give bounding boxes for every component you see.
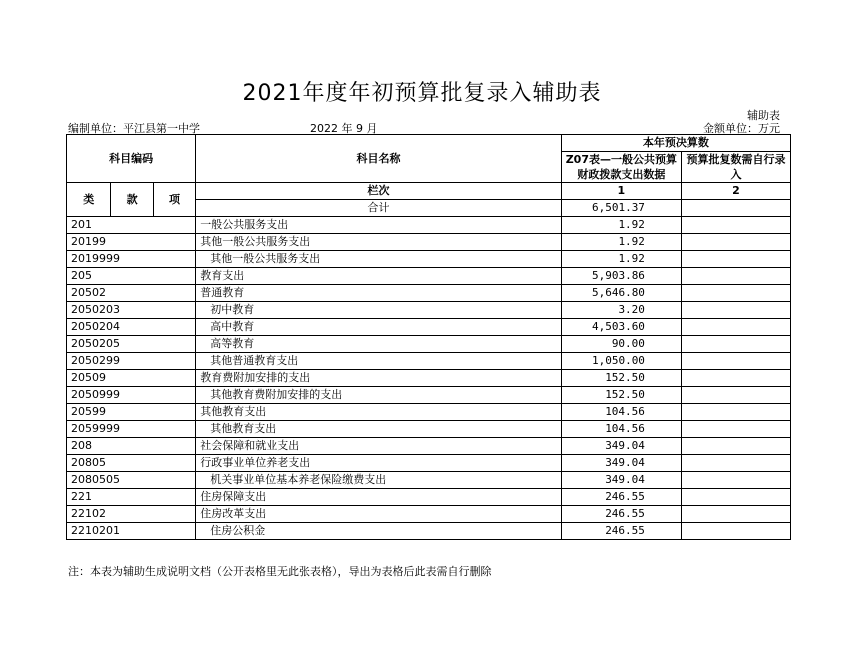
- total-label: 合计: [196, 200, 562, 217]
- table-row: [67, 455, 791, 472]
- header-xiang: 项: [153, 183, 195, 217]
- row-name: 初中教育: [196, 302, 562, 319]
- row-code: 2210201: [67, 523, 196, 540]
- table-row: [67, 506, 791, 523]
- row-code: 2050203: [67, 302, 196, 319]
- row-code: 20502: [67, 285, 196, 302]
- row-name: 其他教育费附加安排的支出: [196, 387, 562, 404]
- page-title: 2021年度年初预算批复录入辅助表: [242, 81, 602, 106]
- row-value: 1,050.00: [561, 353, 681, 370]
- row-value: 1.92: [561, 217, 681, 234]
- table-row: [67, 234, 791, 251]
- table-row: [67, 268, 791, 285]
- row-entry-cell[interactable]: [681, 455, 790, 472]
- table-row: [67, 302, 791, 319]
- table-row: [67, 217, 791, 234]
- header-col2: 预算批复数需自行录入: [681, 152, 790, 183]
- row-entry-cell[interactable]: [681, 472, 790, 489]
- row-value: 104.56: [561, 421, 681, 438]
- total-entry-cell: [681, 200, 790, 217]
- table-row: [67, 353, 791, 370]
- row-code: 2050299: [67, 353, 196, 370]
- header-code: 科目编码: [67, 135, 196, 183]
- row-value: 246.55: [561, 523, 681, 540]
- row-value: 90.00: [561, 336, 681, 353]
- header-lanci: 栏次: [196, 183, 562, 200]
- header-lei: 类: [67, 183, 111, 217]
- row-value: 246.55: [561, 506, 681, 523]
- row-name: 住房公积金: [196, 523, 562, 540]
- row-value: 4,503.60: [561, 319, 681, 336]
- row-code: 221: [67, 489, 196, 506]
- row-value: 349.04: [561, 472, 681, 489]
- row-code: 2019999: [67, 251, 196, 268]
- report-date: 2022 年 9 月: [310, 122, 378, 135]
- table-row: [67, 438, 791, 455]
- row-name: 社会保障和就业支出: [196, 438, 562, 455]
- row-entry-cell[interactable]: [681, 438, 790, 455]
- footnote: 注：本表为辅助生成说明文档（公开表格里无此张表格），导出为表格后此表需自行删除: [68, 565, 492, 578]
- row-name: 其他教育支出: [196, 404, 562, 421]
- header-name: 科目名称: [196, 135, 562, 183]
- currency-unit: 金额单位：万元: [703, 122, 780, 135]
- table-row: [67, 387, 791, 404]
- header-budget-group: 本年预决算数: [561, 135, 790, 152]
- row-value: 3.20: [561, 302, 681, 319]
- row-name: 其他普通教育支出: [196, 353, 562, 370]
- row-name: 其他教育支出: [196, 421, 562, 438]
- header-col-number-2: 2: [681, 183, 790, 200]
- row-value: 5,903.86: [561, 268, 681, 285]
- total-value: 6,501.37: [561, 200, 681, 217]
- row-code: 2050205: [67, 336, 196, 353]
- row-code: 20509: [67, 370, 196, 387]
- row-name: 住房改革支出: [196, 506, 562, 523]
- header-kuan: 款: [111, 183, 153, 217]
- row-entry-cell[interactable]: [681, 268, 790, 285]
- row-entry-cell[interactable]: [681, 404, 790, 421]
- row-name: 其他一般公共服务支出: [196, 251, 562, 268]
- row-name: 高中教育: [196, 319, 562, 336]
- row-entry-cell[interactable]: [681, 234, 790, 251]
- row-name: 教育费附加安排的支出: [196, 370, 562, 387]
- reporting-unit: 编制单位：平江县第一中学: [68, 122, 200, 135]
- row-name: 住房保障支出: [196, 489, 562, 506]
- row-value: 104.56: [561, 404, 681, 421]
- row-code: 20199: [67, 234, 196, 251]
- row-entry-cell[interactable]: [681, 302, 790, 319]
- row-name: 机关事业单位基本养老保险缴费支出: [196, 472, 562, 489]
- row-code: 208: [67, 438, 196, 455]
- row-name: 一般公共服务支出: [196, 217, 562, 234]
- table-row: [67, 472, 791, 489]
- row-value: 152.50: [561, 370, 681, 387]
- row-entry-cell[interactable]: [681, 285, 790, 302]
- table-row: [67, 489, 791, 506]
- header-col-number-1: 1: [561, 183, 681, 200]
- row-entry-cell[interactable]: [681, 353, 790, 370]
- row-code: 2050999: [67, 387, 196, 404]
- row-name: 教育支出: [196, 268, 562, 285]
- table-row: [67, 421, 791, 438]
- row-code: 20599: [67, 404, 196, 421]
- table-row: [67, 404, 791, 421]
- row-code: 201: [67, 217, 196, 234]
- table-subtitle: 辅助表: [747, 109, 780, 122]
- row-value: 349.04: [561, 438, 681, 455]
- budget-table: [66, 134, 791, 540]
- table-row: [67, 370, 791, 387]
- table-row: [67, 523, 791, 540]
- row-entry-cell[interactable]: [681, 387, 790, 404]
- row-entry-cell[interactable]: [681, 506, 790, 523]
- row-name: 其他一般公共服务支出: [196, 234, 562, 251]
- row-entry-cell[interactable]: [681, 217, 790, 234]
- row-code: 22102: [67, 506, 196, 523]
- row-code: 20805: [67, 455, 196, 472]
- row-code: 2050204: [67, 319, 196, 336]
- row-code: 2080505: [67, 472, 196, 489]
- row-entry-cell[interactable]: [681, 370, 790, 387]
- row-entry-cell[interactable]: [681, 489, 790, 506]
- row-name: 高等教育: [196, 336, 562, 353]
- row-entry-cell[interactable]: [681, 251, 790, 268]
- row-entry-cell[interactable]: [681, 523, 790, 540]
- header-col1: Z07表—一般公共预算财政拨款支出数据: [561, 152, 681, 183]
- row-value: 246.55: [561, 489, 681, 506]
- row-code: 205: [67, 268, 196, 285]
- table-row: [67, 319, 791, 336]
- row-value: 5,646.80: [561, 285, 681, 302]
- row-name: 普通教育: [196, 285, 562, 302]
- row-value: 1.92: [561, 234, 681, 251]
- row-value: 1.92: [561, 251, 681, 268]
- table-row: [67, 285, 791, 302]
- row-code: 2059999: [67, 421, 196, 438]
- row-entry-cell[interactable]: [681, 336, 790, 353]
- row-value: 152.50: [561, 387, 681, 404]
- row-value: 349.04: [561, 455, 681, 472]
- row-entry-cell[interactable]: [681, 421, 790, 438]
- row-entry-cell[interactable]: [681, 319, 790, 336]
- row-name: 行政事业单位养老支出: [196, 455, 562, 472]
- table-row: [67, 251, 791, 268]
- table-row: [67, 336, 791, 353]
